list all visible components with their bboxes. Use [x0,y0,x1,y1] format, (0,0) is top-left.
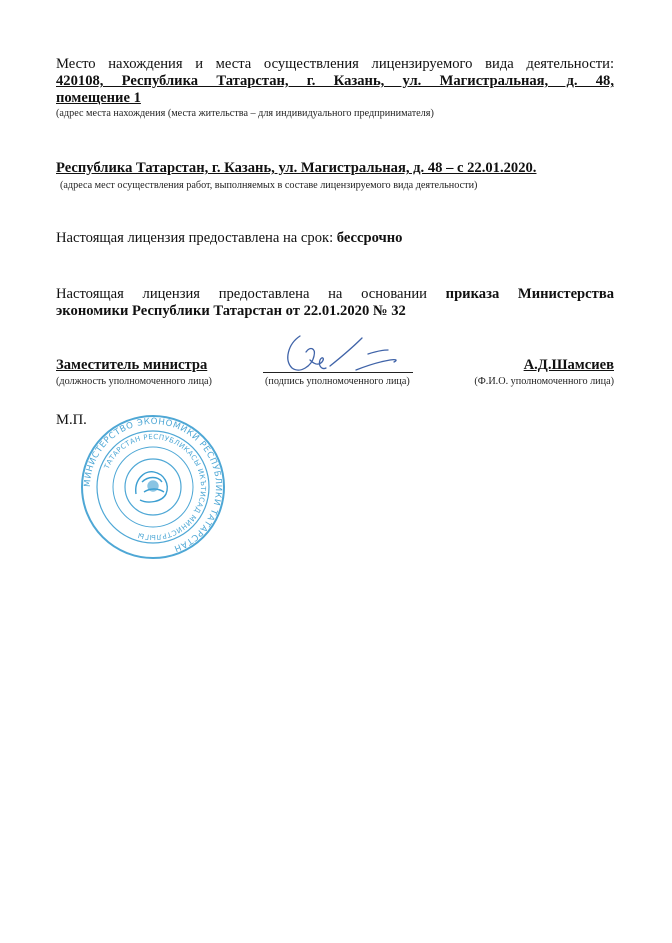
activity-address: Республика Татарстан, г. Казань, ул. Магистральная, д. 48 – с 22.01.2020. [56,160,537,176]
signature-caption: (подпись уполномоченного лица) [265,376,410,387]
activity-caption: (адреса мест осуществления работ, выполняемых в составе лицензируемого вида деятельности) [60,180,478,191]
license-basis-line2: экономики Республики Татарстан от 22.01.2020 № 32 [56,303,406,319]
position-caption: (должность уполномоченного лица) [56,376,212,387]
location-intro: Место нахождения и места осуществления лицензируемого вида деятельности: [56,56,614,72]
location-address-line2: помещение 1 [56,90,141,106]
name-caption: (Ф.И.О. уполномоченного лица) [474,376,614,387]
seal-label: М.П. [56,412,87,428]
license-term [56,230,402,247]
basis-order-start: приказа Министерства [445,286,614,302]
license-term-value: бессрочно [336,230,403,246]
license-basis-line1 [56,286,614,303]
seal-inner-text: ТАТАРСТАН РЕСПУБЛИКАСЫ ИКЪТИСАД МИНИСТРЛЫГЫ [102,432,208,542]
emblem-icon [136,472,168,502]
signatory-position: Заместитель министра [56,357,208,373]
location-caption: (адрес места нахождения (места жительства – для индивидуального предпринимателя) [56,108,434,119]
basis-prefix: Настоящая лицензия предоставлена на основании [56,286,446,302]
license-term-prefix: Настоящая лицензия предоставлена на срок: [56,230,337,246]
location-address-line1: 420108, Республика Татарстан, г. Казань, ул. Магистральная, д. 48, [56,73,614,89]
handwritten-signature [270,326,410,378]
signatory-name: А.Д.Шамсиев [523,357,614,373]
official-seal [78,412,228,562]
seal-outer-text: МИНИСТЕРСТВО ЭКОНОМИКИ РЕСПУБЛИКИ ТАТАРСТАН [82,416,224,554]
